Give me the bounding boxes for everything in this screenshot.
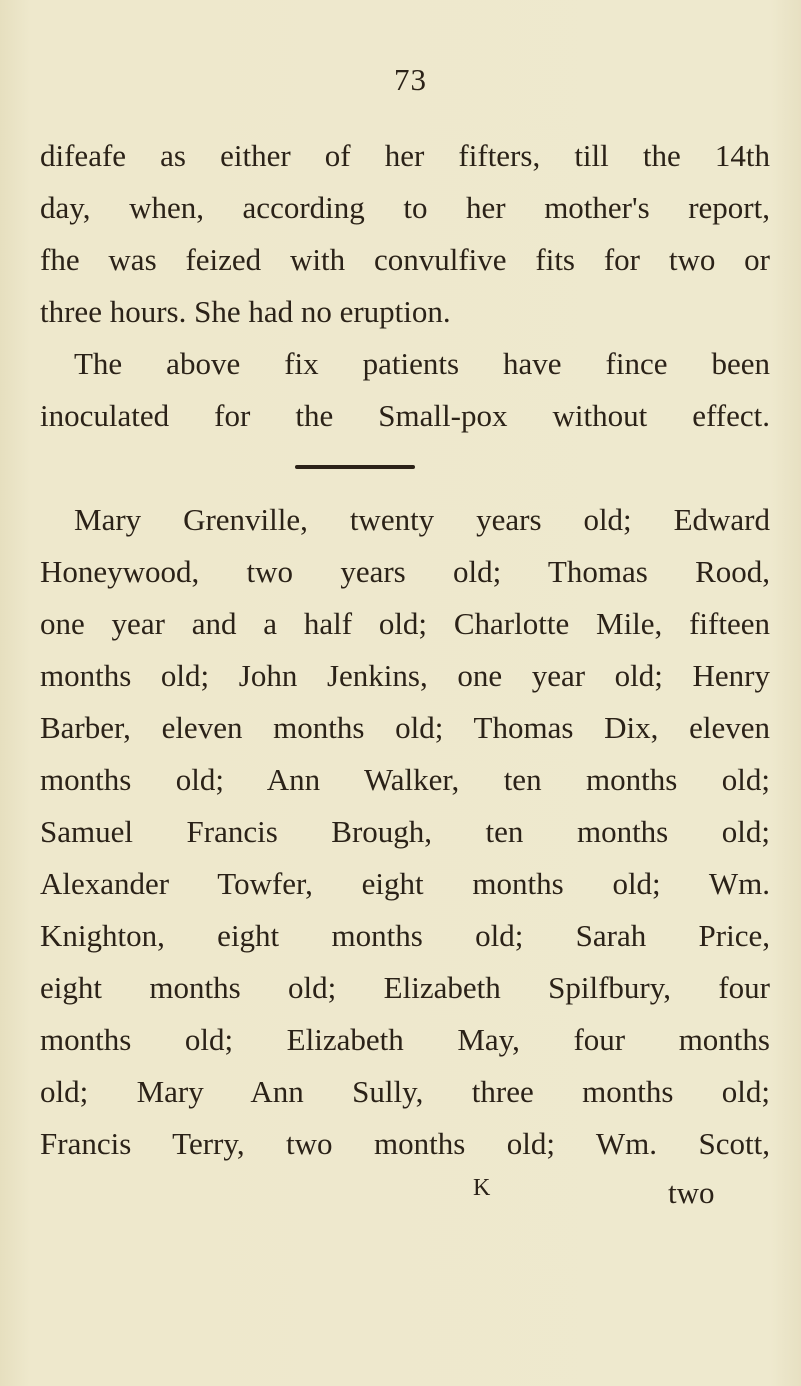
section-divider (295, 465, 415, 469)
text-line: months old; Elizabeth May, four months (40, 1022, 770, 1057)
text-column (40, 130, 770, 442)
text-line: Alexander Towfer, eight months old; Wm. (40, 866, 770, 901)
catchword: two (668, 1175, 715, 1210)
signature-mark: K (473, 1175, 491, 1201)
text-line: old; Mary Ann Sully, three months old; (40, 1074, 770, 1109)
text-line: inoculated for the Small-pox without effect. (40, 398, 770, 433)
text-line: Barber, eleven months old; Thomas Dix, eleven (40, 710, 770, 745)
text-line: three hours. She had no eruption. (40, 294, 451, 329)
page-footer (0, 1175, 801, 1215)
text-line: Knighton, eight months old; Sarah Price, (40, 918, 770, 953)
text-line: difeafe as either of her fifters, till the 14th (40, 138, 770, 173)
text-line: day, when, according to her mother's report, (40, 190, 770, 225)
patient-list (40, 494, 770, 1170)
text-line: fhe was feized with convulfive fits for two or (40, 242, 770, 277)
text-line: one year and a half old; Charlotte Mile, fifteen (40, 606, 770, 641)
page-number: 73 (394, 62, 427, 97)
text-line: Honeywood, two years old; Thomas Rood, (40, 554, 770, 589)
text-line: Francis Terry, two months old; Wm. Scott, (40, 1126, 770, 1161)
text-line: Mary Grenville, twenty years old; Edward (74, 502, 770, 537)
text-line: months old; Ann Walker, ten months old; (40, 762, 770, 797)
text-line: Samuel Francis Brough, ten months old; (40, 814, 770, 849)
text-line: eight months old; Elizabeth Spilfbury, four (40, 970, 770, 1005)
text-line: months old; John Jenkins, one year old; Henry (40, 658, 770, 693)
text-line: The above fix patients have fince been (74, 346, 770, 381)
